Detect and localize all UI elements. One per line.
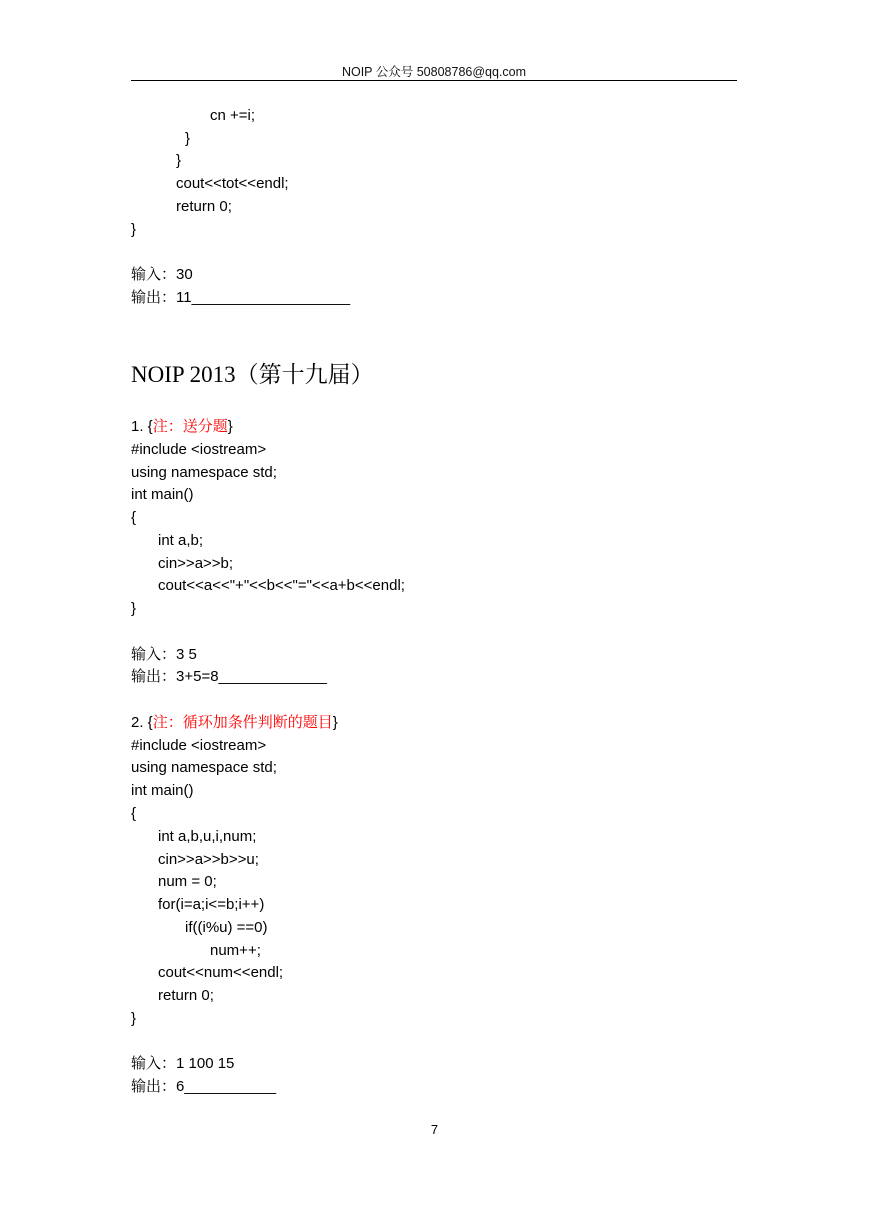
question-heading — [131, 713, 338, 733]
code-line: int main() — [131, 486, 194, 503]
header-rule — [131, 80, 737, 81]
code-line: cin>>a>>b>>u; — [158, 851, 259, 868]
section-title: NOIP 2013（第十九届） — [131, 362, 374, 387]
code-line: int a,b; — [158, 532, 204, 549]
code-line: cout<<tot<<endl; — [176, 175, 289, 192]
code-line: } — [131, 600, 137, 617]
output-label: 输出： — [131, 669, 177, 685]
code-line: #include <iostream> — [131, 441, 267, 458]
output-line — [131, 1077, 276, 1097]
code-line: } — [131, 1010, 137, 1027]
code-line: } — [131, 221, 137, 238]
question-heading — [131, 417, 233, 437]
page-header: NOIP 公众号 50808786@qq.com — [341, 65, 527, 79]
question-note: 注：循环加条件判断的题目 — [152, 715, 333, 731]
code-line: for(i=a;i<=b;i++) — [158, 896, 265, 913]
code-line: int a,b,u,i,num; — [158, 828, 257, 845]
code-line: { — [131, 805, 137, 822]
output-label: 输出： — [131, 290, 177, 306]
code-line: cout<<a<<"+"<<b<<"="<<a+b<<endl; — [158, 577, 405, 594]
code-line: return 0; — [158, 987, 214, 1004]
code-line: int main() — [131, 782, 194, 799]
input-value: 30 — [176, 266, 193, 283]
brace-close: } — [227, 418, 233, 435]
input-label: 输入： — [131, 1056, 177, 1072]
input-line — [131, 265, 193, 285]
input-line — [131, 1054, 234, 1074]
question-number: 2. { — [131, 714, 153, 731]
code-line: using namespace std; — [131, 759, 277, 776]
input-value: 1 100 15 — [176, 1055, 235, 1072]
input-value: 3 5 — [176, 646, 197, 663]
code-line: return 0; — [176, 198, 232, 215]
page-number: 7 — [430, 1122, 439, 1137]
question-number: 1. { — [131, 418, 153, 435]
code-line: { — [131, 509, 137, 526]
output-value: 11___________________ — [176, 289, 351, 306]
code-line: cout<<num<<endl; — [158, 964, 284, 981]
input-label: 输入： — [131, 267, 177, 283]
output-value: 3+5=8_____________ — [176, 668, 328, 685]
code-line: num = 0; — [158, 873, 217, 890]
brace-close: } — [332, 714, 338, 731]
input-label: 输入： — [131, 647, 177, 663]
question-note: 注：送分题 — [152, 419, 228, 435]
code-line: num++; — [210, 942, 261, 959]
code-line: cn +=i; — [210, 107, 256, 124]
output-line — [131, 288, 350, 308]
code-line: } — [176, 152, 182, 169]
code-line: #include <iostream> — [131, 737, 267, 754]
code-line: using namespace std; — [131, 464, 277, 481]
code-line: if((i%u) ==0) — [185, 919, 268, 936]
code-line: cin>>a>>b; — [158, 555, 234, 572]
input-line — [131, 645, 197, 665]
output-value: 6___________ — [176, 1078, 277, 1095]
code-line: } — [185, 130, 191, 147]
output-line — [131, 667, 327, 687]
output-label: 输出： — [131, 1079, 177, 1095]
